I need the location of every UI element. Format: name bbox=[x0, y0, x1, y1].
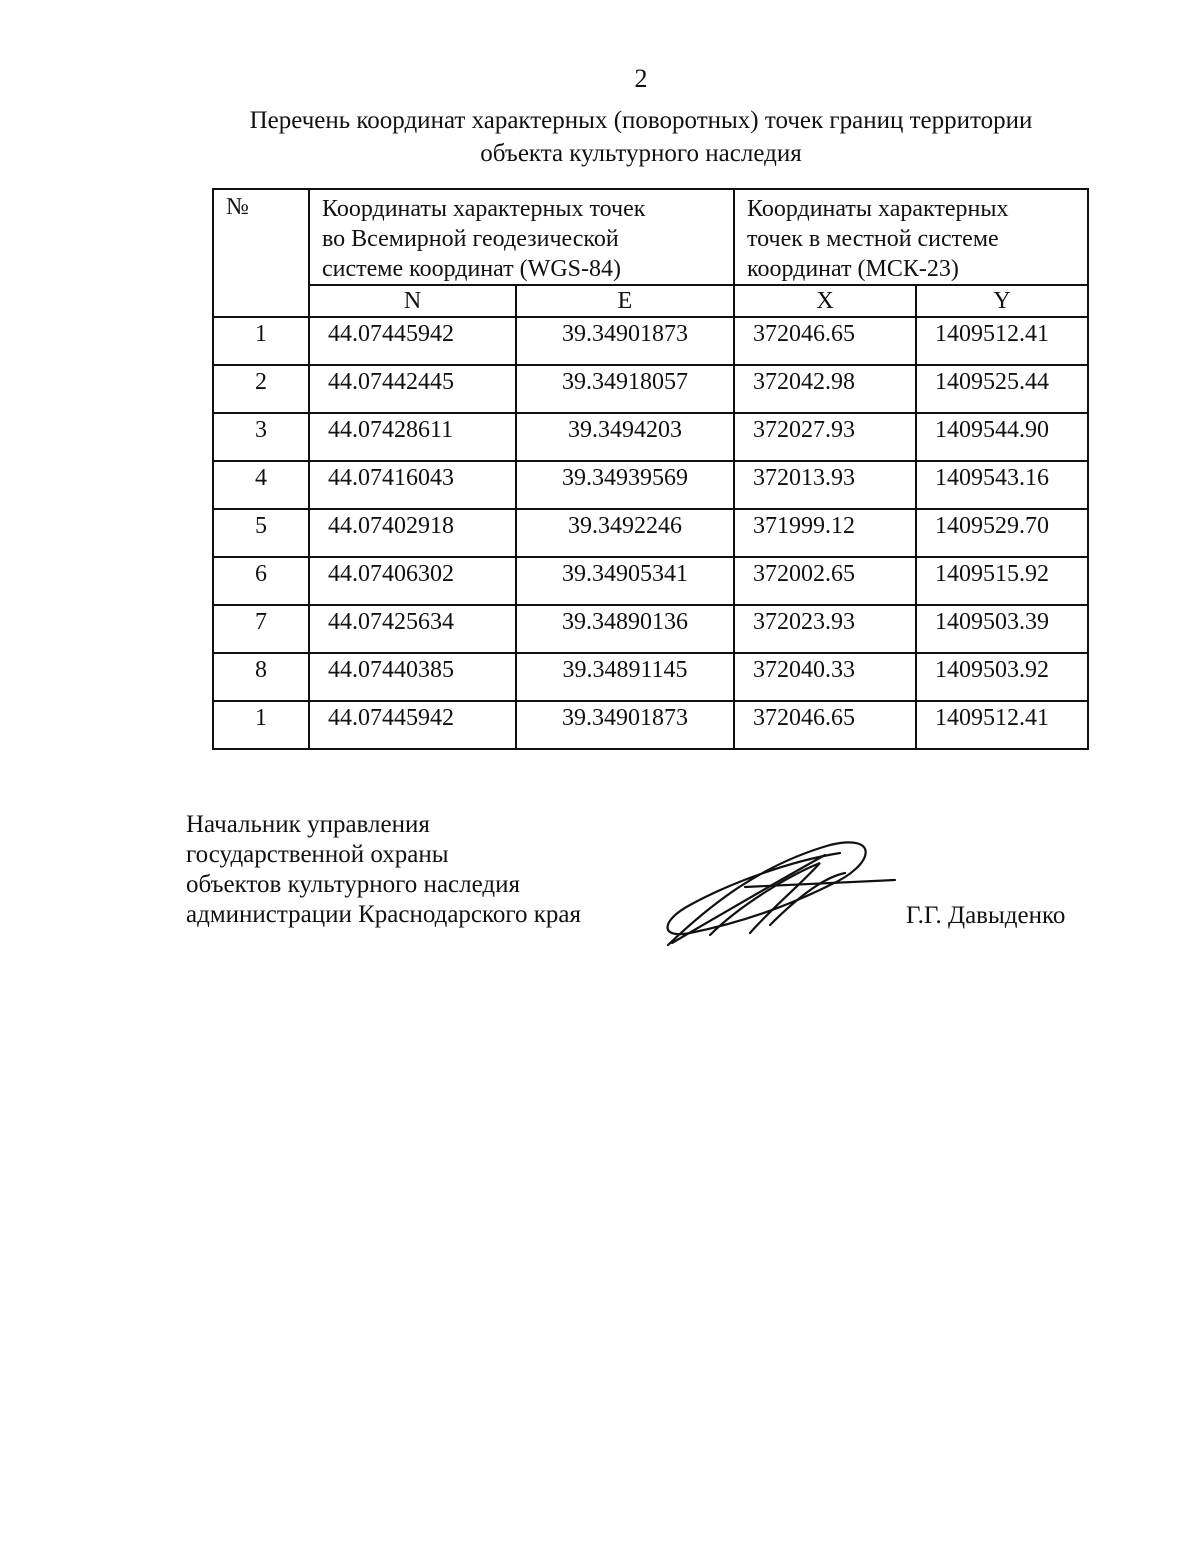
table-row bbox=[213, 701, 1088, 749]
cell-e: 39.34918057 bbox=[516, 365, 734, 413]
cell-y: 1409512.41 bbox=[916, 701, 1088, 749]
cell-number: 8 bbox=[213, 653, 309, 701]
table-row bbox=[213, 365, 1088, 413]
cell-number: 1 bbox=[213, 701, 309, 749]
header-line: системе координат (WGS-84) bbox=[322, 256, 621, 282]
cell-y: 1409529.70 bbox=[916, 509, 1088, 557]
cell-n: 44.07442445 bbox=[309, 365, 516, 413]
page-number: 2 bbox=[634, 64, 648, 93]
cell-x: 372042.98 bbox=[734, 365, 916, 413]
cell-n: 44.07445942 bbox=[309, 701, 516, 749]
cell-e: 39.34939569 bbox=[516, 461, 734, 509]
signatory-position bbox=[186, 810, 581, 930]
header-y: Y bbox=[916, 285, 1088, 317]
cell-y: 1409503.39 bbox=[916, 605, 1088, 653]
header-x: X bbox=[734, 285, 916, 317]
cell-e: 39.34891145 bbox=[516, 653, 734, 701]
cell-number: 6 bbox=[213, 557, 309, 605]
cell-y: 1409525.44 bbox=[916, 365, 1088, 413]
cell-e: 39.3494203 bbox=[516, 413, 734, 461]
cell-e: 39.34901873 bbox=[516, 317, 734, 365]
cell-x: 372013.93 bbox=[734, 461, 916, 509]
header-n: N bbox=[309, 285, 516, 317]
cell-y: 1409544.90 bbox=[916, 413, 1088, 461]
cell-x: 372023.93 bbox=[734, 605, 916, 653]
cell-n: 44.07428611 bbox=[309, 413, 516, 461]
table-row bbox=[213, 605, 1088, 653]
table-row bbox=[213, 413, 1088, 461]
cell-e: 39.34901873 bbox=[516, 701, 734, 749]
cell-y: 1409543.16 bbox=[916, 461, 1088, 509]
cell-x: 372027.93 bbox=[734, 413, 916, 461]
header-msk23 bbox=[734, 189, 1088, 285]
cell-e: 39.34905341 bbox=[516, 557, 734, 605]
table-row bbox=[213, 653, 1088, 701]
table-row bbox=[213, 509, 1088, 557]
coordinates-table bbox=[212, 188, 1089, 750]
header-wgs84 bbox=[309, 189, 734, 285]
position-line: объектов культурного наследия bbox=[186, 871, 520, 898]
cell-number: 7 bbox=[213, 605, 309, 653]
cell-number: 3 bbox=[213, 413, 309, 461]
title-line: объекта культурного наследия bbox=[480, 140, 802, 167]
position-line: Начальник управления bbox=[186, 811, 430, 838]
cell-x: 371999.12 bbox=[734, 509, 916, 557]
cell-n: 44.07406302 bbox=[309, 557, 516, 605]
cell-x: 372002.65 bbox=[734, 557, 916, 605]
table-row bbox=[213, 557, 1088, 605]
cell-y: 1409512.41 bbox=[916, 317, 1088, 365]
table-row bbox=[213, 317, 1088, 365]
cell-number: 2 bbox=[213, 365, 309, 413]
cell-n: 44.07445942 bbox=[309, 317, 516, 365]
header-line: Координаты характерных bbox=[747, 196, 1009, 222]
header-line: Координаты характерных точек bbox=[322, 196, 646, 222]
position-line: государственной охраны bbox=[186, 841, 449, 868]
cell-n: 44.07402918 bbox=[309, 509, 516, 557]
header-line: во Всемирной геодезической bbox=[322, 226, 619, 252]
header-e: E bbox=[516, 285, 734, 317]
title-line: Перечень координат характерных (поворотных) точек границ территории bbox=[249, 107, 1033, 134]
cell-n: 44.07416043 bbox=[309, 461, 516, 509]
cell-y: 1409503.92 bbox=[916, 653, 1088, 701]
cell-n: 44.07425634 bbox=[309, 605, 516, 653]
header-line: точек в местной системе bbox=[747, 226, 999, 252]
document-title bbox=[160, 104, 1122, 170]
cell-number: 4 bbox=[213, 461, 309, 509]
position-line: администрации Краснодарского края bbox=[186, 901, 582, 928]
header-line: координат (МСК-23) bbox=[747, 256, 959, 282]
cell-x: 372040.33 bbox=[734, 653, 916, 701]
cell-e: 39.3492246 bbox=[516, 509, 734, 557]
cell-n: 44.07440385 bbox=[309, 653, 516, 701]
header-number: № bbox=[213, 189, 309, 317]
cell-y: 1409515.92 bbox=[916, 557, 1088, 605]
handwritten-signature bbox=[650, 825, 910, 955]
table-row bbox=[213, 461, 1088, 509]
cell-number: 5 bbox=[213, 509, 309, 557]
cell-x: 372046.65 bbox=[734, 317, 916, 365]
cell-number: 1 bbox=[213, 317, 309, 365]
cell-x: 372046.65 bbox=[734, 701, 916, 749]
cell-e: 39.34890136 bbox=[516, 605, 734, 653]
signatory-name: Г.Г. Давыденко bbox=[906, 902, 1066, 929]
